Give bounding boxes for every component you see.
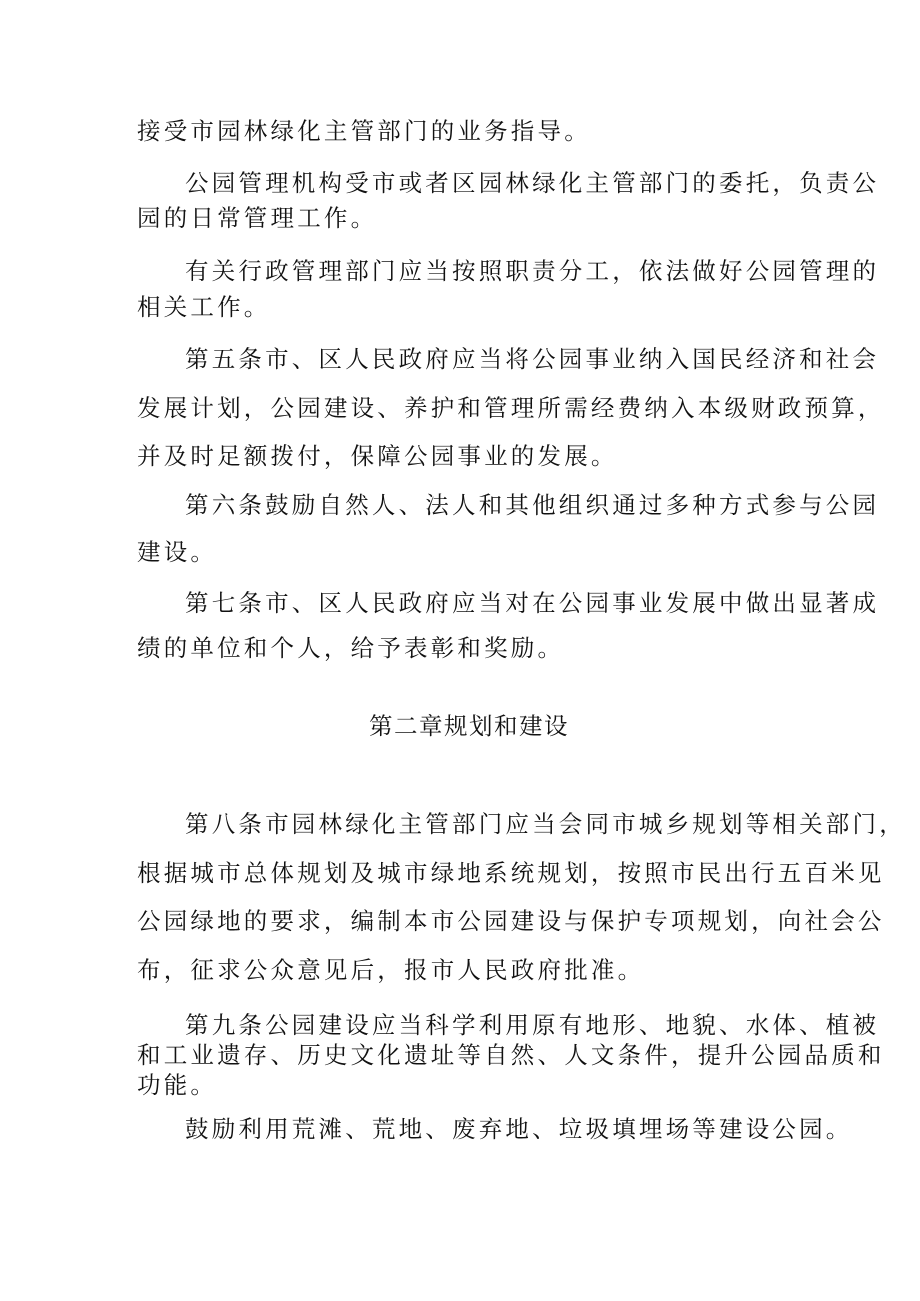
text-line: 相关工作。 xyxy=(137,293,271,321)
text-line: 第八条市园林绿化主管部门应当会同市城乡规划等相关部门， xyxy=(185,810,906,838)
text-line: 公园管理机构受市或者区园林绿化主管部门的委托，负责公 xyxy=(185,169,880,197)
text-line: 第六条鼓励自然人、法人和其他组织通过多种方式参与公园 xyxy=(185,491,880,519)
text-line: 有关行政管理部门应当按照职责分工，依法做好公园管理的 xyxy=(185,257,880,285)
chapter-heading: 第二章规划和建设 xyxy=(369,712,569,740)
text-line: 鼓励利用荒滩、荒地、废弃地、垃圾填埋场等建设公园。 xyxy=(185,1115,853,1143)
text-line: 第五条市、区人民政府应当将公园事业纳入国民经济和社会 xyxy=(185,345,880,373)
text-line: 发展计划，公园建设、养护和管理所需经费纳入本级财政预算， xyxy=(137,394,885,422)
text-line: 并及时足额拨付，保障公园事业的发展。 xyxy=(137,442,618,470)
text-line: 根据城市总体规划及城市绿地系统规划，按照市民出行五百米见 xyxy=(137,859,885,887)
text-line: 公园绿地的要求，编制本市公园建设与保护专项规划，向社会公 xyxy=(137,907,885,935)
text-line: 第九条公园建设应当科学利用原有地形、地貌、水体、植被 xyxy=(185,1011,880,1039)
text-line: 接受市园林绿化主管部门的业务指导。 xyxy=(137,117,591,145)
text-line: 和工业遗存、历史文化遗址等自然、人文条件，提升公园品质和 xyxy=(137,1041,885,1069)
text-line: 功能。 xyxy=(137,1071,218,1099)
text-line: 建设。 xyxy=(137,538,218,566)
text-line: 第七条市、区人民政府应当对在公园事业发展中做出显著成 xyxy=(185,589,880,617)
text-line: 布，征求公众意见后，报市人民政府批准。 xyxy=(137,956,645,984)
text-line: 园的日常管理工作。 xyxy=(137,204,378,232)
text-line: 绩的单位和个人，给予表彰和奖励。 xyxy=(137,634,565,662)
